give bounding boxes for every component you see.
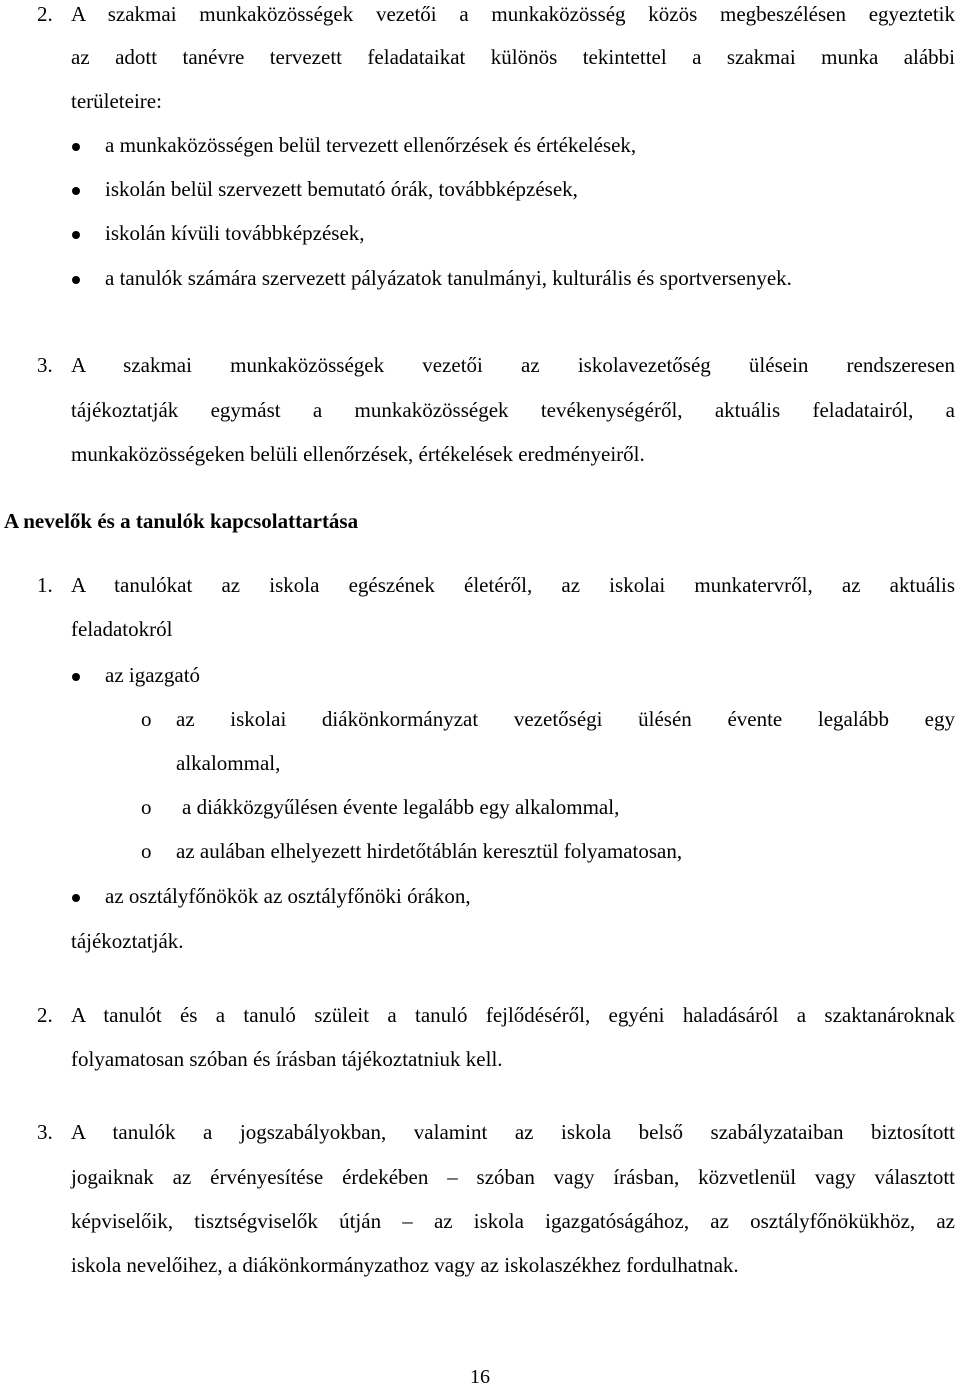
paragraph-line: A tanulókat az iskola egészének életéről, az iskolai munkatervről, az aktuális — [71, 573, 955, 597]
bullet-icon — [72, 894, 80, 902]
paragraph-line: folyamatosan szóban és írásban tájékoztatniuk kell. — [71, 1047, 503, 1071]
item-number: 3. — [37, 1120, 53, 1144]
list-item: iskolán belül szervezett bemutató órák, továbbképzések, — [105, 177, 578, 201]
bullet-icon — [72, 276, 80, 284]
list-item: az igazgató — [105, 663, 201, 687]
paragraph-line: jogaiknak az érvényesítése érdekében – szóban vagy írásban, közvetlenül vagy választott — [71, 1165, 955, 1189]
paragraph-line: tájékoztatják. — [71, 929, 184, 953]
sub-list-item: alkalommal, — [176, 751, 281, 775]
paragraph-line: tájékoztatják egymást a munkaközösségek tevékenységéről, aktuális feladatairól, a — [71, 398, 955, 422]
paragraph-line: az adott tanévre tervezett feladataikat különös tekintettel a szakmai munka alábbi — [71, 45, 955, 69]
list-item: a munkaközösségen belül tervezett ellenőrzések és értékelések, — [105, 133, 637, 157]
sub-list-item: az iskolai diákönkormányzat vezetőségi ülésén évente legalább egy — [176, 707, 955, 731]
item-number: 3. — [37, 353, 53, 377]
page-number: 16 — [470, 1366, 490, 1388]
paragraph-line: területeire: — [71, 89, 162, 113]
sub-bullet-icon: o — [141, 707, 152, 731]
list-item: iskolán kívüli továbbképzések, — [105, 221, 365, 245]
paragraph-line: képviselőik, tisztségviselők útján – az iskola igazgatóságához, az osztályfőnökükhöz, az — [71, 1209, 955, 1233]
paragraph-line: feladatokról — [71, 617, 173, 641]
sub-bullet-icon: o — [141, 795, 152, 819]
section-heading: A nevelők és a tanulók kapcsolattartása — [4, 509, 359, 533]
paragraph-line: A tanulók a jogszabályokban, valamint az iskola belső szabályzataiban biztosított — [71, 1120, 955, 1144]
item-number: 2. — [37, 1003, 53, 1027]
paragraph-line: iskola nevelőihez, a diákönkormányzathoz vagy az iskolaszékhez fordulhatnak. — [71, 1253, 739, 1277]
paragraph-line: munkaközösségeken belüli ellenőrzések, értékelések eredményeiről. — [71, 442, 645, 466]
bullet-icon — [72, 143, 80, 151]
paragraph-line: A szakmai munkaközösségek vezetői az iskolavezetőség ülésein rendszeresen — [71, 353, 955, 377]
sub-bullet-icon: o — [141, 839, 152, 863]
paragraph-line: A tanulót és a tanuló szüleit a tanuló fejlődéséről, egyéni haladásáról a szaktanároknak — [71, 1003, 955, 1027]
item-number: 2. — [37, 2, 53, 26]
list-item: a tanulók számára szervezett pályázatok tanulmányi, kulturális és sportversenyek. — [105, 266, 792, 290]
item-number: 1. — [37, 573, 53, 597]
sub-list-item: az aulában elhelyezett hirdetőtáblán keresztül folyamatosan, — [176, 839, 683, 863]
sub-list-item: a diákközgyűlésen évente legalább egy alkalommal, — [182, 795, 620, 819]
bullet-icon — [72, 231, 80, 239]
bullet-icon — [72, 187, 80, 195]
paragraph-line: A szakmai munkaközösségek vezetői a munkaközösség közös megbeszélésen egyeztetik — [71, 2, 955, 26]
bullet-icon — [72, 673, 80, 681]
list-item: az osztályfőnökök az osztályfőnöki órákon, — [105, 884, 471, 908]
